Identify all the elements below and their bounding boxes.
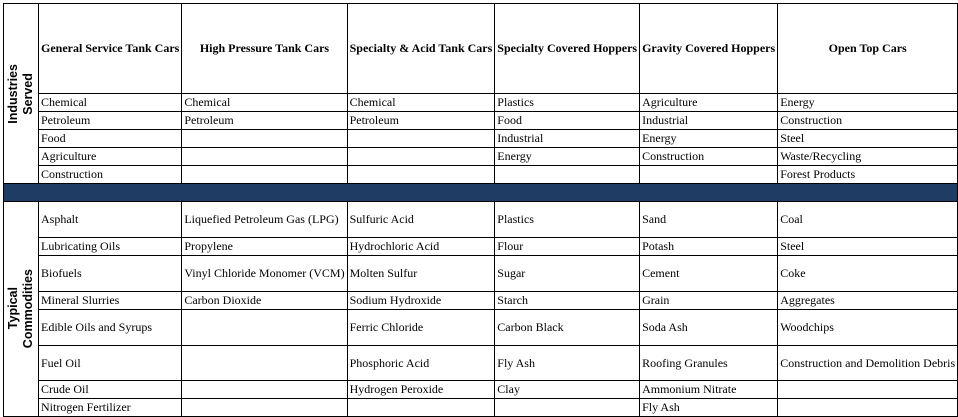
table-cell: Food xyxy=(39,130,182,148)
table-cell: Forest Products xyxy=(778,166,958,184)
column-header: General Service Tank Cars xyxy=(39,4,182,94)
table-cell xyxy=(778,399,958,417)
table-cell xyxy=(347,399,495,417)
table-cell: Mineral Slurries xyxy=(39,292,182,310)
table-cell: Construction xyxy=(39,166,182,184)
table-cell: Sulfuric Acid xyxy=(347,202,495,238)
table-cell: Clay xyxy=(495,381,640,399)
table-cell: Energy xyxy=(778,94,958,112)
table-cell: Potash xyxy=(640,238,778,256)
table-cell: Crude Oil xyxy=(39,381,182,399)
table-cell xyxy=(182,399,347,417)
table-cell: Molten Sulfur xyxy=(347,256,495,292)
table-cell: Petroleum xyxy=(182,112,347,130)
table-cell xyxy=(182,346,347,381)
table-cell: Agriculture xyxy=(640,94,778,112)
table-cell: Food xyxy=(495,112,640,130)
table-cell xyxy=(347,166,495,184)
table-cell: Steel xyxy=(778,130,958,148)
table-cell: Ferric Chloride xyxy=(347,310,495,346)
table-cell: Hydrochloric Acid xyxy=(347,238,495,256)
commodities-row xyxy=(4,202,958,238)
commodities-row xyxy=(4,310,958,346)
table-cell: Aggregates xyxy=(778,292,958,310)
column-header: Specialty Covered Hoppers xyxy=(495,4,640,94)
table-cell: Sand xyxy=(640,202,778,238)
table-cell: Cement xyxy=(640,256,778,292)
industries-row xyxy=(4,112,958,130)
table-cell: Waste/Recycling xyxy=(778,148,958,166)
table-cell: Liquefied Petroleum Gas (LPG) xyxy=(182,202,347,238)
commodities-row xyxy=(4,346,958,381)
table-cell xyxy=(182,148,347,166)
table-cell: Carbon Dioxide xyxy=(182,292,347,310)
table-cell xyxy=(778,381,958,399)
table-cell: Coke xyxy=(778,256,958,292)
commodities-row xyxy=(4,238,958,256)
table-cell xyxy=(347,130,495,148)
table-cell: Phosphoric Acid xyxy=(347,346,495,381)
table-cell: Agriculture xyxy=(39,148,182,166)
column-header: Open Top Cars xyxy=(778,4,958,94)
section-separator-row xyxy=(4,184,958,202)
commodities-row xyxy=(4,292,958,310)
table-cell: Hydrogen Peroxide xyxy=(347,381,495,399)
table-cell xyxy=(182,130,347,148)
table-cell: Nitrogen Fertilizer xyxy=(39,399,182,417)
table-cell: Chemical xyxy=(39,94,182,112)
column-header: Gravity Covered Hoppers xyxy=(640,4,778,94)
industries-row xyxy=(4,148,958,166)
table-cell: Steel xyxy=(778,238,958,256)
table-cell xyxy=(182,166,347,184)
table-cell: Grain xyxy=(640,292,778,310)
commodities-row xyxy=(4,381,958,399)
table-cell: Carbon Black xyxy=(495,310,640,346)
table-cell: Construction and Demolition Debris xyxy=(778,346,958,381)
commodities-row xyxy=(4,256,958,292)
table-cell: Fly Ash xyxy=(640,399,778,417)
column-header: High Pressure Tank Cars xyxy=(182,4,347,94)
table-cell xyxy=(495,399,640,417)
table-cell: Industrial xyxy=(495,130,640,148)
table-cell: Petroleum xyxy=(347,112,495,130)
table-cell: Ammonium Nitrate xyxy=(640,381,778,399)
industries-row xyxy=(4,94,958,112)
table-cell: Construction xyxy=(640,148,778,166)
industries-served-label: Industries Served xyxy=(4,4,39,184)
table-cell: Energy xyxy=(640,130,778,148)
table-cell: Fuel Oil xyxy=(39,346,182,381)
table-cell xyxy=(182,310,347,346)
table-cell: Edible Oils and Syrups xyxy=(39,310,182,346)
table-cell: Starch xyxy=(495,292,640,310)
table-cell: Asphalt xyxy=(39,202,182,238)
typical-commodities-label: Typical Commodities xyxy=(4,202,39,417)
table-cell: Roofing Granules xyxy=(640,346,778,381)
table-cell: Lubricating Oils xyxy=(39,238,182,256)
section-separator xyxy=(4,184,958,202)
table-cell: Energy xyxy=(495,148,640,166)
table-cell: Propylene xyxy=(182,238,347,256)
table-cell xyxy=(495,166,640,184)
table-cell: Construction xyxy=(778,112,958,130)
table-cell: Flour xyxy=(495,238,640,256)
column-header: Specialty & Acid Tank Cars xyxy=(347,4,495,94)
table-cell: Plastics xyxy=(495,94,640,112)
table-cell: Chemical xyxy=(182,94,347,112)
industries-row xyxy=(4,130,958,148)
table-cell: Coal xyxy=(778,202,958,238)
table-cell: Petroleum xyxy=(39,112,182,130)
commodities-row xyxy=(4,399,958,417)
table-cell: Chemical xyxy=(347,94,495,112)
table-cell: Biofuels xyxy=(39,256,182,292)
industries-row xyxy=(4,166,958,184)
table-cell: Industrial xyxy=(640,112,778,130)
table-cell: Sugar xyxy=(495,256,640,292)
table-cell: Fly Ash xyxy=(495,346,640,381)
table-cell xyxy=(347,148,495,166)
table-cell xyxy=(182,381,347,399)
table-cell: Sodium Hydroxide xyxy=(347,292,495,310)
rail-car-table xyxy=(3,3,958,417)
table-cell: Vinyl Chloride Monomer (VCM) xyxy=(182,256,347,292)
header-row xyxy=(4,4,958,94)
rail-car-table-wrapper xyxy=(3,3,958,417)
table-cell: Plastics xyxy=(495,202,640,238)
table-cell xyxy=(640,166,778,184)
table-cell: Soda Ash xyxy=(640,310,778,346)
table-cell: Woodchips xyxy=(778,310,958,346)
